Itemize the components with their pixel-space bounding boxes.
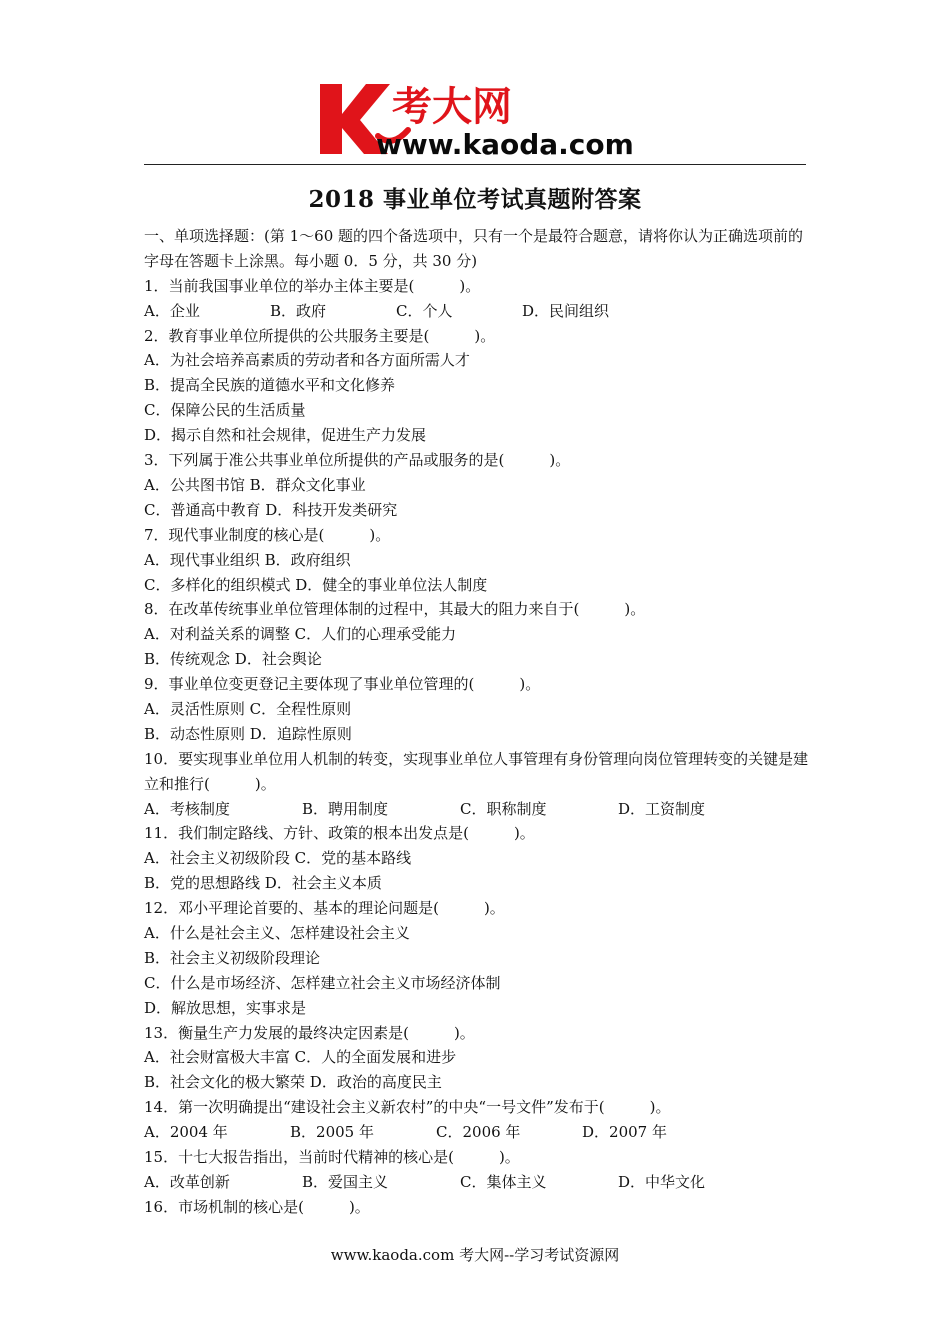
text-line: A．公共图书馆 B．群众文化事业 — [144, 475, 366, 494]
option-row — [144, 1120, 810, 1145]
text-line: B．传统观念 D．社会舆论 — [144, 650, 322, 669]
logo-brand-text: 考大网 — [392, 84, 512, 130]
document-title: 2018 事业单位考试真题附答案 — [308, 186, 642, 213]
option-item: D．工资制度 — [618, 799, 706, 818]
header-divider — [144, 164, 806, 165]
option-item: B．聘用制度 — [302, 799, 389, 818]
logo-url-text: www.kaoda.com — [376, 128, 634, 160]
text-line: B．社会主义初级阶段理论 — [144, 948, 321, 967]
option-row — [144, 797, 810, 822]
text-line: A．社会主义初级阶段 C．党的基本路线 — [144, 849, 412, 868]
text-line: C．保障公民的生活质量 — [144, 401, 306, 420]
text-line: C．普通高中教育 D．科技开发类研究 — [144, 500, 398, 519]
text-line: 12．邓小平理论首要的、基本的理论问题是( )。 — [144, 899, 505, 918]
option-item: A．企业 — [144, 301, 200, 320]
text-line: A．灵活性原则 C．全程性原则 — [144, 699, 352, 718]
text-line: B．动态性原则 D．追踪性原则 — [144, 724, 352, 743]
option-item: B．爱国主义 — [302, 1172, 389, 1191]
text-line: 7．现代事业制度的核心是( )。 — [144, 525, 391, 544]
logo-mark-icon — [318, 78, 638, 160]
option-item: C．职称制度 — [460, 799, 547, 818]
text-line: A．对利益关系的调整 C．人们的心理承受能力 — [144, 625, 457, 644]
text-line: 15．十七大报告指出，当前时代精神的核心是( )。 — [144, 1148, 520, 1167]
option-row — [144, 1170, 810, 1195]
option-item: D．中华文化 — [618, 1172, 706, 1191]
option-row — [144, 299, 810, 324]
text-line: 9．事业单位变更登记主要体现了事业单位管理的( )。 — [144, 675, 541, 694]
text-line: B．提高全民族的道德水平和文化修养 — [144, 376, 396, 395]
text-line: A．现代事业组织 B．政府组织 — [144, 550, 351, 569]
option-item: C．集体主义 — [460, 1172, 547, 1191]
text-line: D．揭示自然和社会规律，促进生产力发展 — [144, 426, 427, 445]
option-item: D．2007 年 — [582, 1123, 667, 1142]
text-line: 13．衡量生产力发展的最终决定因素是( )。 — [144, 1023, 475, 1042]
text-line: 一、单项选择题：(第 1～60 题的四个备选项中，只有一个是最符合题意，请将你认为正确选项前的字母在答题卡上涂黑。每小题 0．5 分，共 30 分) — [144, 227, 804, 270]
option-item: C．2006 年 — [436, 1123, 521, 1142]
text-line: 2．教育事业单位所提供的公共服务主要是( )。 — [144, 326, 496, 345]
text-line: C．多样化的组织模式 D．健全的事业单位法人制度 — [144, 575, 488, 594]
text-line: A．社会财富极大丰富 C．人的全面发展和进步 — [144, 1048, 457, 1067]
text-line: 3．下列属于准公共事业单位所提供的产品或服务的是( )。 — [144, 451, 571, 470]
text-line: 16．市场机制的核心是( )。 — [144, 1197, 370, 1216]
text-line: A．什么是社会主义、怎样建设社会主义 — [144, 924, 410, 942]
option-item: B．政府 — [270, 301, 327, 320]
text-line: 14．第一次明确提出“建设社会主义新农村”的中央“一号文件”发布于( )。 — [144, 1098, 671, 1117]
option-item: A．考核制度 — [144, 799, 230, 818]
text-line: C．什么是市场经济、怎样建立社会主义市场经济体制 — [144, 973, 501, 992]
option-item: C．个人 — [396, 301, 453, 320]
page-footer: www.kaoda.com 考大网--学习考试资源网 — [330, 1246, 620, 1264]
text-line: B．党的思想路线 D．社会主义本质 — [144, 874, 382, 893]
text-line: 8．在改革传统事业单位管理体制的过程中，其最大的阻力来自于( )。 — [144, 600, 646, 619]
kaoda-logo — [318, 78, 638, 160]
text-line: 1．当前我国事业单位的举办主体主要是( )。 — [144, 276, 481, 295]
option-item: A．2004 年 — [144, 1123, 228, 1142]
text-line: 11．我们制定路线、方针、政策的根本出发点是( )。 — [144, 824, 535, 843]
question-list — [144, 224, 810, 1220]
text-line: A．为社会培养高素质的劳动者和各方面所需人才 — [144, 351, 470, 370]
text-line: D．解放思想，实事求是 — [144, 998, 307, 1017]
option-item: D．民间组织 — [522, 301, 610, 320]
text-line: 10．要实现事业单位用人机制的转变，实现事业单位人事管理有身份管理向岗位管理转变的关键是建立和推行( )。 — [144, 749, 809, 793]
text-line: B．社会文化的极大繁荣 D．政治的高度民主 — [144, 1073, 442, 1092]
option-item: A．改革创新 — [144, 1172, 230, 1191]
option-item: B．2005 年 — [290, 1123, 374, 1142]
